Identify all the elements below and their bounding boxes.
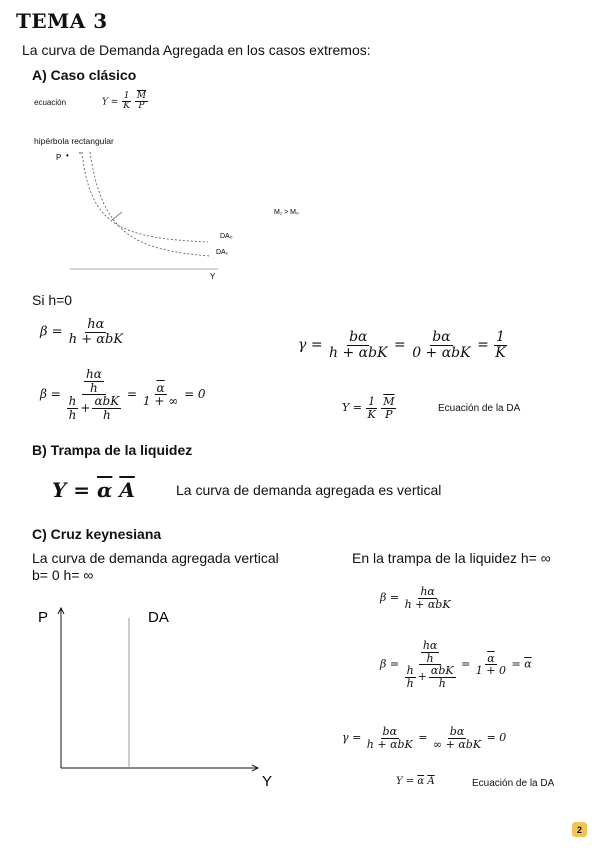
beta-equation-1 xyxy=(40,318,125,346)
beta2-bot-h: h xyxy=(68,394,77,409)
gamma-num3: 1 xyxy=(496,329,505,345)
c-y-lhs: Y = xyxy=(396,776,415,787)
c-beta2-plus: + xyxy=(417,670,427,684)
c-gamma-den2: ∞ + αbK xyxy=(433,737,482,751)
gamma-den1: h + αbK xyxy=(329,344,388,361)
c-beta2-lhs: β = xyxy=(380,657,400,671)
section-b-heading: B) Trampa de la liquidez xyxy=(32,442,193,458)
ecuacion-label: ecuación xyxy=(34,98,67,107)
trampa-description: La curva de demanda agregada es vertical xyxy=(176,482,442,498)
c-beta2-bot-h: h xyxy=(406,664,414,678)
c-beta1-den: h + αbK xyxy=(404,597,451,611)
c-y-a: $\overline{A}$ xyxy=(427,776,435,787)
gamma-eq2: = xyxy=(477,337,489,354)
c-beta2-alpha-num: $\overline{\alpha}$ xyxy=(487,651,495,665)
c-gamma-num1: bα xyxy=(382,725,398,738)
c-beta2-result: $\overline{\alpha}$ xyxy=(524,657,532,671)
c-gamma-lhs: γ = xyxy=(342,731,362,745)
c-beta1-num: hα xyxy=(420,585,435,598)
beta1-lhs: β = xyxy=(40,324,63,340)
c-beta2-bot-h2: h xyxy=(406,676,414,690)
graph-c-y-label: Y xyxy=(262,773,273,790)
c-gamma-den1: h + αbK xyxy=(366,737,413,751)
beta2-abk: αbK xyxy=(94,394,120,409)
c-beta1-lhs: β = xyxy=(380,591,400,605)
svg-text:•: • xyxy=(66,151,69,160)
beta2-abk-den: h xyxy=(102,407,111,422)
eq-num-m: $\overline{M}$ xyxy=(136,91,147,101)
beta-equation-2 xyxy=(40,368,206,421)
graph-a-p-label: P xyxy=(56,153,62,162)
graph-a-da1-label: DA₁ xyxy=(216,249,229,256)
gamma-lhs: γ = xyxy=(298,337,323,354)
graph-c-da-label: DA xyxy=(148,609,169,626)
c-beta-equation-1 xyxy=(380,586,453,610)
curve-da0 xyxy=(82,152,208,242)
beta2-one-inf: 1 + ∞ xyxy=(142,394,179,409)
c-beta2-abk-den: h xyxy=(438,676,446,690)
gamma-equation xyxy=(298,330,508,360)
c-beta2-top-h: h xyxy=(426,651,434,665)
graph-c-p-label: P xyxy=(38,609,49,626)
beta2-top-h: h xyxy=(90,380,98,395)
gamma-den3: K xyxy=(495,344,506,361)
cruz-line-2: b= 0 h= ∞ xyxy=(32,567,94,583)
y2-m: $\overline{M}$ xyxy=(383,395,395,408)
ecuacion-da-label-a: Ecuación de la DA xyxy=(438,403,521,414)
eq-den-p: P xyxy=(138,101,145,112)
eq-num-1: 1 xyxy=(123,91,130,101)
y2-lhs: Y = xyxy=(342,401,362,415)
page-subtitle: La curva de Demanda Agregada en los casos extremos: xyxy=(22,42,371,58)
beta2-top: hα xyxy=(85,367,102,381)
y-equation-2 xyxy=(342,396,396,420)
beta1-num: hα xyxy=(87,317,105,332)
page-number-badge: 2 xyxy=(572,822,587,837)
beta2-eq1: = xyxy=(127,387,138,402)
beta2-bot-h2: h xyxy=(68,407,77,422)
graph-a-y-label: Y xyxy=(210,272,216,281)
gamma-den2: 0 + αbK xyxy=(412,344,471,361)
c-gamma-num2: bα xyxy=(449,725,465,738)
trampa-alpha: $\overline{\alpha}$ xyxy=(96,478,113,502)
vertical-da-graph xyxy=(34,600,294,795)
trampa-formula xyxy=(52,478,135,502)
section-c-heading: C) Cruz keynesiana xyxy=(32,526,162,542)
gamma-num2: bα xyxy=(432,329,451,345)
hiperbola-label: hipérbola rectangular xyxy=(34,136,114,146)
graph-a-da0-label: DA₀ xyxy=(220,233,233,240)
cruz-line-1: La curva de demanda agregada vertical xyxy=(32,550,279,566)
si-h-text: Si h=0 xyxy=(32,292,73,308)
gamma-eq1: = xyxy=(394,337,406,354)
c-y-alpha: $\overline{\alpha}$ xyxy=(417,776,425,787)
eq-den-k: K xyxy=(123,101,130,112)
beta2-plus: + xyxy=(80,400,91,415)
cruz-right-line: En la trampa de la liquidez h= ∞ xyxy=(352,550,551,566)
section-a-heading: A) Caso clásico xyxy=(32,67,137,83)
c-beta2-one-zero: 1 + 0 xyxy=(475,664,507,678)
classic-graph xyxy=(50,146,320,284)
c-gamma-result: = 0 xyxy=(486,731,507,745)
c-gamma-equation: γ = $\frac{b\alpha}{\text{h + αbK}}$ = $\frac{b\alpha}{\text{∞ + αbK}}$ = 0 xyxy=(342,725,507,751)
trampa-a: $\overline{A}$ xyxy=(119,478,135,502)
beta2-lhs: β = xyxy=(40,387,61,402)
y2-one: 1 xyxy=(368,395,376,408)
c-beta2-top: hα xyxy=(422,639,438,652)
c-beta-equation-2: β = hα h $\frac{h}{h}$ + $\frac{\text{αbK}}{h}$ = $\frac{\overline{\alpha}}{1 + 0}$ = $\overline{\alpha}$ xyxy=(380,639,532,690)
shift-arrow xyxy=(112,212,122,220)
c-beta2-abk: αbK xyxy=(430,664,454,678)
beta2-alpha: $\overline{\alpha}$ xyxy=(156,380,165,395)
curve-da1 xyxy=(90,152,210,256)
classic-equation xyxy=(102,92,148,112)
eq-y: Y = xyxy=(102,97,119,108)
trampa-y: Y = xyxy=(52,478,90,502)
gamma-num1: bα xyxy=(349,329,368,345)
y2-k: K xyxy=(367,407,376,421)
y2-p: P xyxy=(385,407,393,421)
ecuacion-da-label-c: Ecuación de la DA xyxy=(472,778,555,789)
beta1-den: h + αbK xyxy=(68,331,124,347)
page-title: TEMA 3 xyxy=(16,9,108,33)
c-y-equation xyxy=(396,776,435,787)
money-note: M₁ > M₀ xyxy=(274,209,299,216)
beta2-result: = 0 xyxy=(184,387,206,402)
